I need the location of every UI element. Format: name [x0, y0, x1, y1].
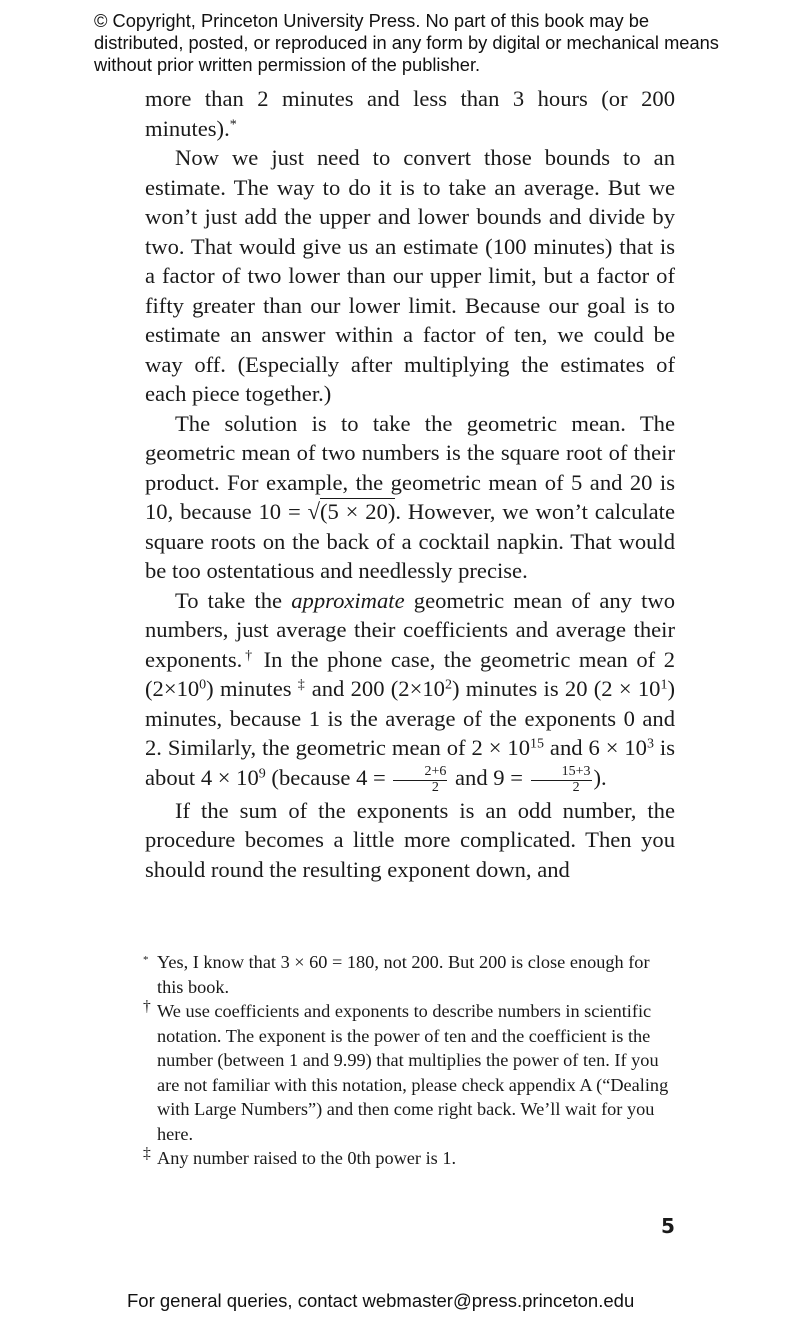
exponent: 3 — [646, 736, 654, 752]
footnote-mark: † — [143, 998, 151, 1015]
footnote-text: Yes, I know that 3 × 60 = 180, not 200. But 200 is close enough for this book. — [157, 952, 650, 997]
footnote-mark: * — [143, 954, 149, 966]
p4-l: ). — [593, 764, 607, 790]
footnote-text: We use coefficients and exponents to describe numbers in scientific notation. The exponent is the power of ten and the coefficient is the number (between 1 and 9.99) that multiplies the power of ten. If you are not familiar with this notation, please check appendix A (“Dealing with Large Numbers”) and then come right back. We’ll wait for you here. — [157, 1001, 669, 1144]
footnote-ref-dagger[interactable]: † — [242, 647, 256, 663]
sqrt-content: (5 × 20) — [319, 499, 396, 524]
p4-j: (because 4 = — [265, 764, 392, 790]
p4-a: To take the — [175, 587, 292, 613]
paragraph-3-text-a: The solution is to take the geometric mean. The geometric mean of two numbers is the square root of their product. For example, the geometric mean of 5 and 20 is 10, because 10 = — [145, 410, 675, 524]
fraction — [531, 765, 592, 795]
emphasis-approximate: approximate — [291, 587, 405, 613]
p4-b: geometric mean of any two numbers, just average their coefficients and average their exponents. — [145, 587, 675, 672]
p4-f: ) minutes is 20 (2 × 10 — [451, 676, 661, 701]
p4-g: ) minutes, because 1 is the average of the exponents 0 and 2. Similarly, the geometric mean of 2 × 10 — [145, 676, 676, 760]
footnote-ref-double-dagger[interactable]: ‡ — [297, 677, 306, 693]
fraction-numerator: 2+6 — [393, 765, 447, 781]
paragraph-1 — [145, 84, 675, 143]
fraction-denominator: 2 — [431, 779, 439, 795]
exponent: 1 — [660, 677, 668, 693]
exponent: 15 — [530, 736, 544, 752]
p4-d: ) minutes — [206, 676, 298, 701]
paragraph-4 — [145, 586, 675, 796]
paragraph-3-text-b: . However, we won’t calculate square roots on the back of a cocktail napkin. That would be too ostentatious and needlessly precise. — [145, 499, 675, 583]
footnote-double-dagger — [140, 1146, 680, 1171]
footnote-asterisk — [140, 950, 680, 999]
paragraph-2: Now we just need to convert those bounds to an estimate. The way to do it is to take an average. But we won’t just add the upper and lower bounds and divide by two. That would give us an estimate (100 minutes) that is a factor of two lower than our upper limit, but a factor of fifty greater than our lower limit. Because our goal is to estimate an answer within a factor of ten, we could be way off. (Especially after multiplying the estimates of each piece together.) — [145, 145, 675, 406]
fraction-numerator: 15+3 — [531, 765, 592, 781]
paragraph-1-text: more than 2 minutes and less than 3 hours (or 200 minutes). — [145, 86, 675, 141]
footnotes — [140, 950, 680, 1171]
fraction — [393, 765, 447, 795]
footnote-mark: ‡ — [143, 1145, 151, 1162]
paragraph-5: If the sum of the exponents is an odd number, the procedure becomes a little more complicated. Then you should round the resulting exponent down, and — [145, 797, 675, 882]
footnote-text: Any number raised to the 0th power is 1. — [157, 1148, 457, 1168]
exponent: 9 — [258, 765, 266, 781]
footnote-ref-asterisk[interactable]: * — [229, 116, 237, 132]
p4-e: and 200 (2×10 — [305, 676, 445, 701]
exponent: 0 — [199, 677, 207, 693]
p4-h: and 6 × 10 — [544, 735, 647, 760]
page-number: 5 — [661, 1214, 675, 1238]
footnote-dagger — [140, 999, 680, 1146]
p4-i: is about 4 × 10 — [145, 735, 675, 790]
fraction-denominator: 2 — [572, 779, 580, 795]
paragraph-3 — [145, 409, 675, 586]
main-text — [145, 84, 675, 884]
contact-footer: For general queries, contact webmaster@press.princeton.edu — [127, 1290, 635, 1311]
sqrt-sign: √ — [307, 499, 320, 524]
copyright-notice: © Copyright, Princeton University Press. No part of this book may be distributed, posted, or reproduced in any form by digital or mechanical means without prior written permission of the publisher. — [94, 10, 719, 75]
p4-k: and 9 = — [449, 764, 529, 790]
exponent: 2 — [444, 677, 452, 693]
p4-c: In the phone case, the geometric mean of 2 (2×10 — [145, 646, 676, 701]
